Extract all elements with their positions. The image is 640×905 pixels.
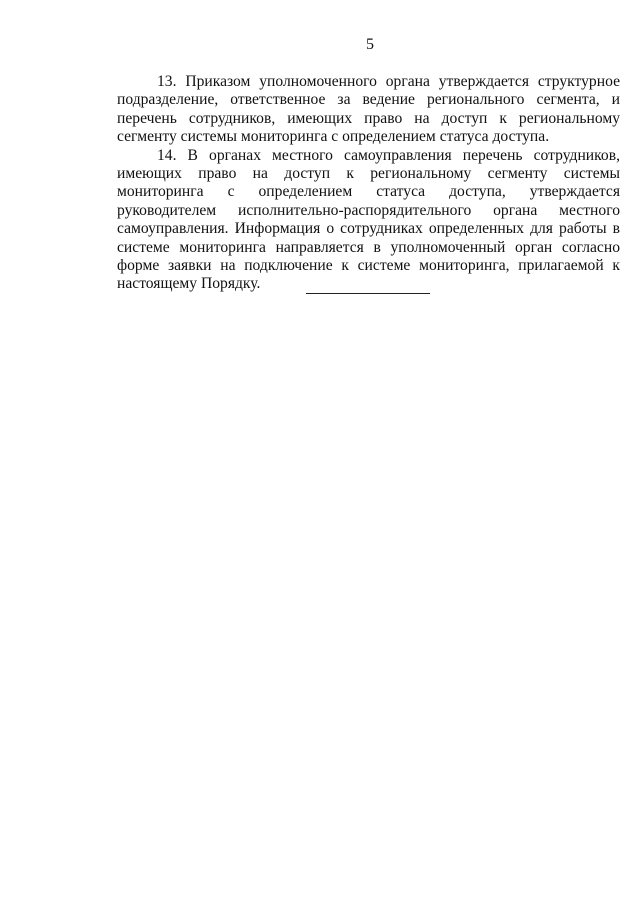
paragraph-13: 13. Приказом уполномоченного органа утверждается структурное подразделение, ответственное за ведение регионального сегмента, и перечень сотрудников, имеющих право на доступ к региональному сегменту системы мониторинга с определением статуса доступа. — [117, 73, 620, 146]
paragraph-14: 14. В органах местного самоуправления перечень сотрудников, имеющих право на доступ к региональному сегменту системы мониторинга с определением статуса доступа, утверждается руководителем исполнительно-распорядительного органа местного самоуправления. Информация о сотрудниках определенных для работы в системе мониторинга направляется в уполномоченный орган согласно форме заявки на подключение к системе мониторинга, прилагаемой к настоящему Порядку. — [117, 146, 620, 293]
document-body — [117, 73, 620, 294]
page-number: 5 — [366, 36, 374, 53]
end-divider — [306, 293, 430, 294]
